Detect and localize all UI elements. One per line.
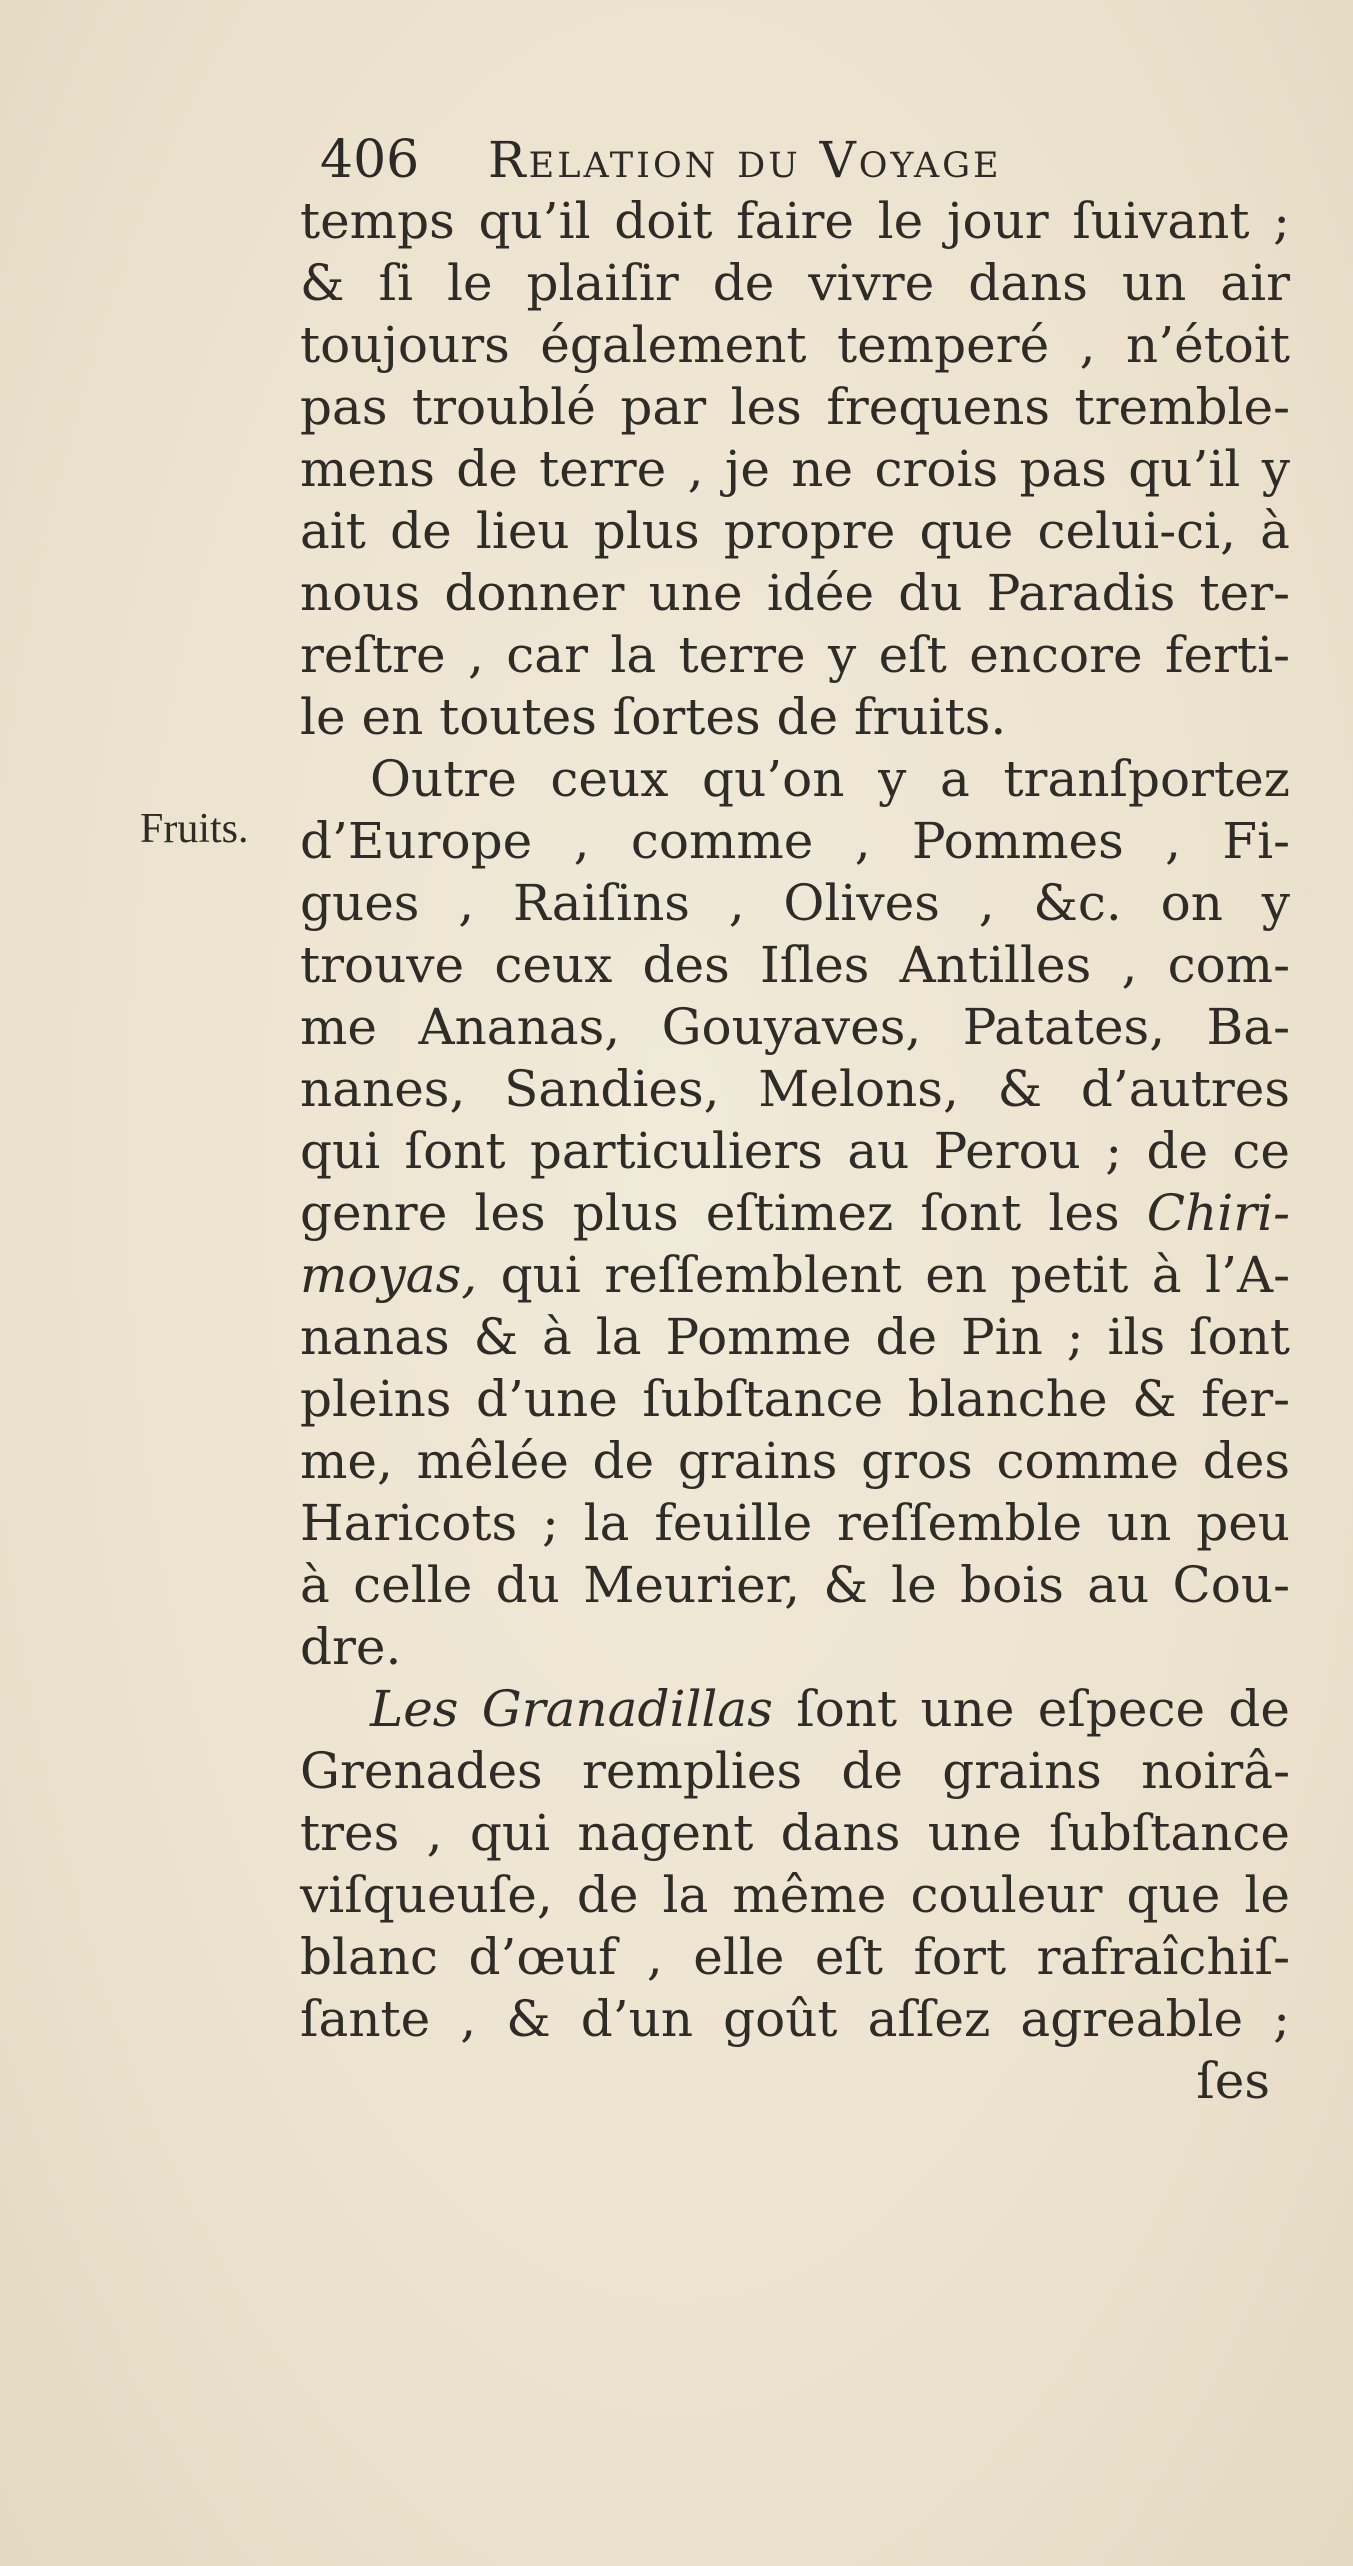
text-line: d’Europe , comme , Pommes , Fi-	[300, 812, 1290, 870]
text-line: mens de terre , je ne crois pas qu’il y	[300, 440, 1290, 498]
running-title: Relation du Voyage	[488, 131, 1002, 189]
page-header	[320, 128, 1180, 192]
text-line: tres , qui nagent dans une ſubſtance	[300, 1804, 1290, 1862]
text-line: temps qu’il doit faire le jour ſuivant ;	[300, 192, 1290, 250]
text-line: pleins d’une ſubſtance blanche & fer-	[300, 1370, 1290, 1428]
text-run: genre les plus eſtimez ſont les	[300, 1184, 1120, 1242]
text-line: à celle du Meurier, & le bois au Cou-	[300, 1556, 1290, 1614]
text-line: viſqueuſe, de la même couleur que le	[300, 1866, 1290, 1924]
text-line: ait de lieu plus propre que celui-ci, à	[300, 502, 1290, 560]
text-run: ſont une eſpece de	[796, 1680, 1290, 1738]
text-line: le en toutes ſortes de fruits.	[300, 688, 1007, 746]
text-line: toujours également temperé , n’étoit	[300, 316, 1290, 374]
paragraph-first-line	[300, 1678, 1290, 1740]
page-number: 406	[320, 130, 420, 190]
text-line: me Ananas, Gouyaves, Patates, Ba-	[300, 998, 1290, 1056]
text-line: ſante , & d’un goût aſſez agreable ;	[300, 1990, 1290, 2048]
text-line: nanas & à la Pomme de Pin ; ils ſont	[300, 1308, 1290, 1366]
text-line: nanes, Sandies, Melons, & d’autres	[300, 1060, 1290, 1118]
text-line	[300, 1182, 1290, 1244]
italic-term: moyas,	[300, 1246, 478, 1304]
paragraph-first-line: Outre ceux qu’on y a tranſportez	[370, 750, 1290, 808]
margin-note: Fruits.	[140, 806, 249, 852]
text-line: qui ſont particuliers au Perou ; de ce	[300, 1122, 1290, 1180]
text-line: dre.	[300, 1618, 402, 1676]
text-line: Grenades remplies de grains noirâ-	[300, 1742, 1290, 1800]
text-line: me, mêlée de grains gros comme des	[300, 1432, 1290, 1490]
italic-term: Les Granadillas	[370, 1680, 773, 1738]
text-line	[300, 1244, 1290, 1306]
text-line: gues , Raiſins , Olives , &c. on y	[300, 874, 1290, 932]
text-run: qui reſſemblent en petit à l’A-	[500, 1246, 1290, 1304]
text-line: pas troublé par les frequens tremble-	[300, 378, 1290, 436]
body-text	[300, 190, 1290, 2112]
text-line: trouve ceux des Iſles Antilles , com-	[300, 936, 1290, 994]
text-line: blanc d’œuf , elle eſt fort rafraîchiſ-	[300, 1928, 1290, 1986]
text-line: nous donner une idée du Paradis ter-	[300, 564, 1290, 622]
text-line: & ſi le plaiſir de vivre dans un air	[300, 254, 1290, 312]
text-line: reſtre , car la terre y eſt encore ferti-	[300, 626, 1290, 684]
text-line: Haricots ; la feuille reſſemble un peu	[300, 1494, 1290, 1552]
italic-term: Chiri-	[1146, 1184, 1290, 1242]
catchword: ſes	[1196, 2052, 1270, 2110]
